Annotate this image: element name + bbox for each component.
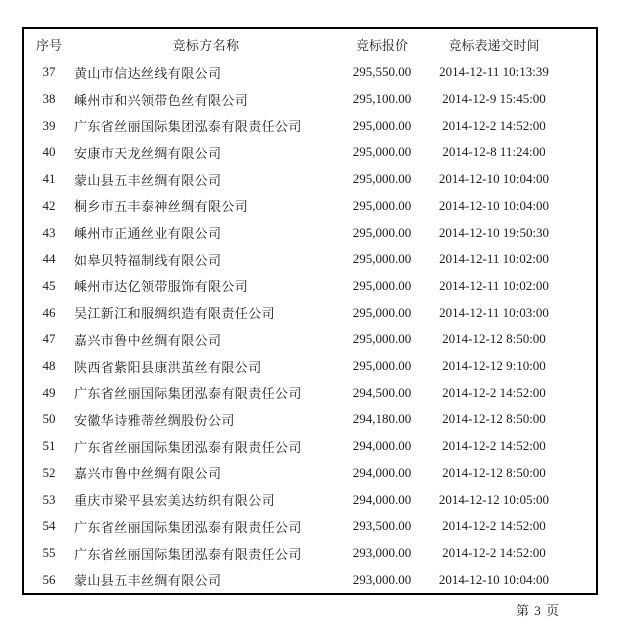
cell-bidder-name: 嘉兴市鲁中丝绸有限公司 — [74, 466, 222, 482]
cell-serial-number: 39 — [42, 117, 56, 133]
table-row — [24, 166, 596, 193]
table-row — [24, 540, 596, 567]
table-header-row — [24, 29, 596, 59]
cell-submit-time: 2014-12-10 10:04:00 — [438, 571, 550, 587]
cell-bidder-name: 吴江新江和服绸织造有限责任公司 — [74, 306, 276, 322]
cell-serial-number: 51 — [42, 438, 56, 454]
cell-bid-price: 295,000.00 — [352, 224, 412, 240]
cell-serial-number: 45 — [42, 277, 56, 293]
cell-bidder-name: 陕西省紫阳县康洪茧丝有限公司 — [74, 359, 262, 375]
cell-bidder-name: 嵊州市正通丝业有限公司 — [74, 226, 222, 242]
cell-bidder-name: 广东省丝丽国际集团泓泰有限责任公司 — [74, 546, 302, 562]
table-row — [24, 139, 596, 166]
cell-serial-number: 43 — [42, 224, 56, 240]
cell-serial-number: 46 — [42, 304, 56, 320]
cell-serial-number: 47 — [42, 331, 56, 347]
table-row — [24, 379, 596, 406]
cell-submit-time: 2014-12-2 14:52:00 — [442, 438, 546, 454]
cell-submit-time: 2014-12-9 15:45:00 — [442, 91, 546, 107]
cell-serial-number: 40 — [42, 144, 56, 160]
cell-bid-price: 295,000.00 — [352, 251, 412, 267]
cell-bid-price: 295,000.00 — [352, 117, 412, 133]
cell-bid-price: 293,000.00 — [352, 571, 412, 587]
cell-serial-number: 52 — [42, 464, 56, 480]
cell-bidder-name: 嘉兴市鲁中丝绸有限公司 — [74, 332, 222, 348]
table-row — [24, 406, 596, 433]
cell-submit-time: 2014-12-10 10:04:00 — [438, 171, 550, 187]
cell-serial-number: 42 — [42, 197, 56, 213]
table-row — [24, 353, 596, 380]
cell-bidder-name: 安徽华诗雅蒂丝绸股份公司 — [74, 412, 235, 428]
cell-bid-price: 294,180.00 — [352, 411, 412, 427]
table-row — [24, 513, 596, 540]
header-serial-number: 序号 — [35, 37, 62, 53]
cell-submit-time: 2014-12-8 11:24:00 — [442, 144, 546, 160]
cell-bid-price: 295,000.00 — [352, 171, 412, 187]
header-bid-price: 竞标报价 — [355, 37, 408, 53]
cell-bid-price: 295,000.00 — [352, 331, 412, 347]
cell-bidder-name: 广东省丝丽国际集团泓泰有限责任公司 — [74, 519, 302, 535]
cell-bidder-name: 嵊州市达亿领带服饰有限公司 — [74, 279, 249, 295]
cell-bid-price: 294,000.00 — [352, 464, 412, 480]
cell-serial-number: 38 — [42, 91, 56, 107]
cell-bid-price: 295,000.00 — [352, 197, 412, 213]
cell-bid-price: 294,000.00 — [352, 438, 412, 454]
table-row — [24, 486, 596, 513]
cell-bidder-name: 重庆市梁平县宏美达纺织有限公司 — [74, 493, 276, 509]
cell-bidder-name: 安康市天龙丝绸有限公司 — [74, 145, 222, 161]
cell-serial-number: 53 — [42, 491, 56, 507]
cell-bidder-name: 广东省丝丽国际集团泓泰有限责任公司 — [74, 119, 302, 135]
cell-bid-price: 295,000.00 — [352, 358, 412, 374]
cell-bid-price: 295,000.00 — [352, 304, 412, 320]
table-row — [24, 273, 596, 300]
cell-serial-number: 54 — [42, 518, 56, 534]
cell-bid-price: 293,500.00 — [352, 518, 412, 534]
cell-bidder-name: 广东省丝丽国际集团泓泰有限责任公司 — [74, 386, 302, 402]
header-bidder-name: 竞标方名称 — [172, 37, 240, 53]
cell-submit-time: 2014-12-12 10:05:00 — [438, 491, 550, 507]
cell-bid-price: 295,000.00 — [352, 277, 412, 293]
table-row — [24, 193, 596, 220]
cell-submit-time: 2014-12-2 14:52:00 — [442, 518, 546, 534]
cell-submit-time: 2014-12-2 14:52:00 — [442, 384, 546, 400]
cell-submit-time: 2014-12-12 8:50:00 — [442, 464, 546, 480]
cell-bidder-name: 嵊州市和兴领带色丝有限公司 — [74, 92, 249, 108]
cell-submit-time: 2014-12-10 10:04:00 — [438, 197, 550, 213]
cell-submit-time: 2014-12-11 10:02:00 — [439, 251, 549, 267]
cell-bidder-name: 桐乡市五丰泰神丝绸有限公司 — [74, 199, 249, 215]
cell-bid-price: 295,550.00 — [352, 64, 412, 80]
cell-serial-number: 50 — [42, 411, 56, 427]
cell-serial-number: 55 — [42, 545, 56, 560]
cell-bidder-name: 黄山市信达丝线有限公司 — [74, 65, 222, 81]
cell-bid-price: 295,000.00 — [352, 144, 412, 160]
table-row — [24, 112, 596, 139]
bid-table — [22, 27, 598, 595]
table-row — [24, 86, 596, 113]
cell-submit-time: 2014-12-10 19:50:30 — [438, 224, 550, 240]
cell-submit-time: 2014-12-12 8:50:00 — [442, 411, 546, 427]
table-row — [24, 246, 596, 273]
cell-bid-price: 294,000.00 — [352, 491, 412, 507]
cell-serial-number: 44 — [42, 251, 56, 267]
cell-submit-time: 2014-12-2 14:52:00 — [442, 117, 546, 133]
cell-serial-number: 37 — [42, 64, 56, 80]
cell-serial-number: 49 — [42, 384, 56, 400]
cell-submit-time: 2014-12-11 10:13:39 — [439, 64, 549, 80]
cell-bidder-name: 蒙山县五丰丝绸有限公司 — [74, 172, 222, 188]
table-row — [24, 219, 596, 246]
cell-submit-time: 2014-12-2 14:52:00 — [442, 545, 546, 560]
cell-serial-number: 41 — [42, 171, 56, 187]
cell-bidder-name: 蒙山县五丰丝绸有限公司 — [74, 573, 222, 589]
table-row — [24, 566, 596, 593]
cell-serial-number: 56 — [42, 571, 56, 587]
page-number: 第 3 页 — [515, 603, 560, 618]
cell-bid-price: 294,500.00 — [352, 384, 412, 400]
cell-submit-time: 2014-12-12 8:50:00 — [442, 331, 546, 347]
table-row — [24, 299, 596, 326]
cell-submit-time: 2014-12-12 9:10:00 — [442, 358, 546, 374]
table-row — [24, 460, 596, 487]
cell-bid-price: 295,100.00 — [352, 91, 412, 107]
cell-bidder-name: 如皋贝特福制线有限公司 — [74, 252, 222, 268]
cell-bid-price: 293,000.00 — [352, 545, 412, 560]
header-submit-time: 竞标表递交时间 — [448, 37, 540, 53]
table-row — [24, 326, 596, 353]
cell-bidder-name: 广东省丝丽国际集团泓泰有限责任公司 — [74, 439, 302, 455]
cell-submit-time: 2014-12-11 10:02:00 — [439, 277, 549, 293]
table-row — [24, 59, 596, 86]
cell-serial-number: 48 — [42, 358, 56, 374]
table-row — [24, 433, 596, 460]
cell-submit-time: 2014-12-11 10:03:00 — [439, 304, 549, 320]
